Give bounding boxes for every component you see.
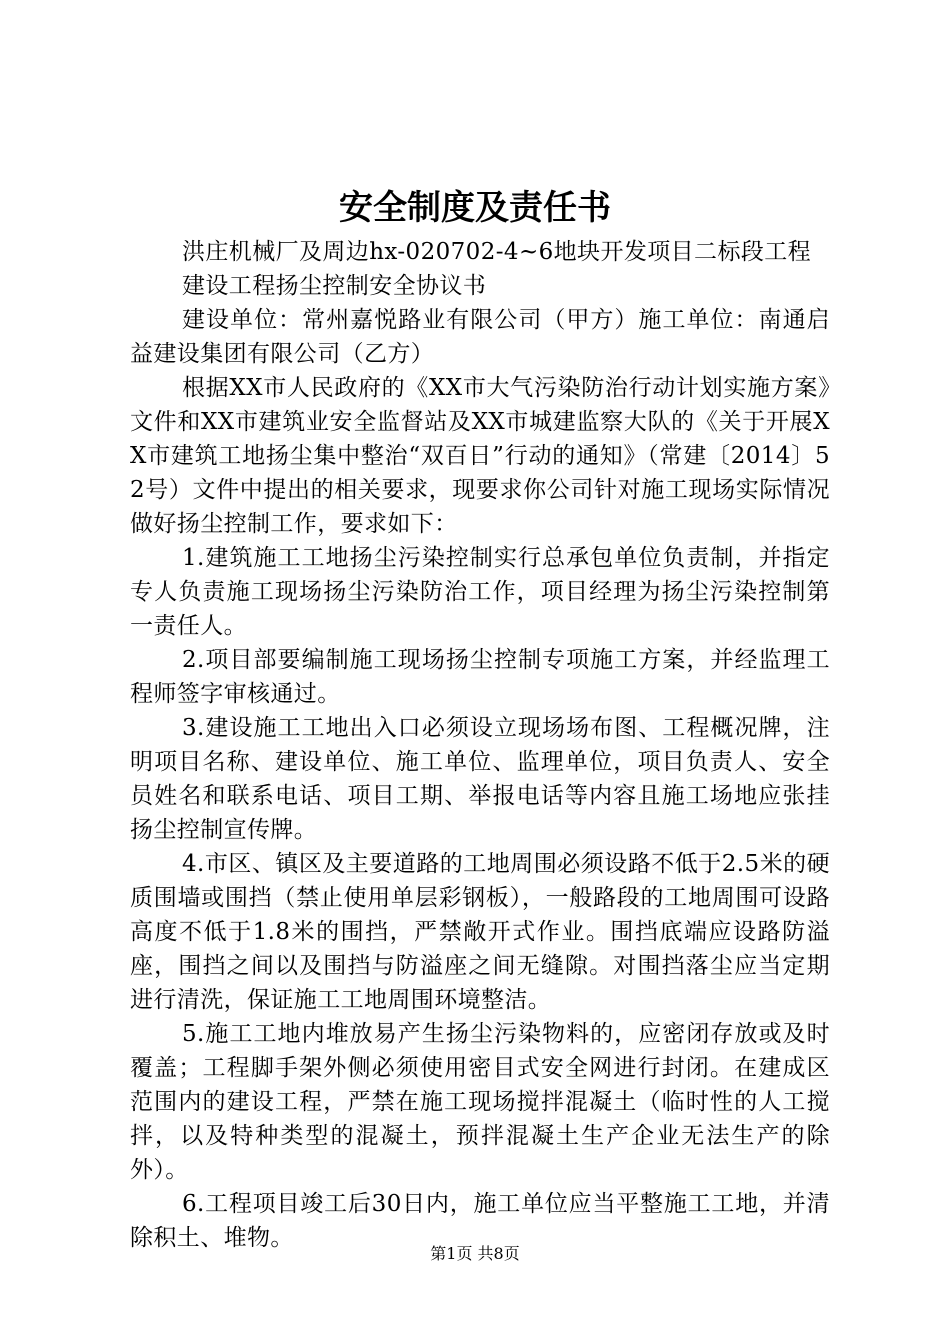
- document-body: [130, 235, 830, 1255]
- paragraph-preamble: 根据XX市人民政府的《XX市大气污染防治行动计划实施方案》文件和XX市建筑业安全监督站及XX市城建监察大队的《关于开展XX市建筑工地扬尘集中整治“双百日”行动的通知》（常建〔2014〕52号）文件中提出的相关要求，现要求你公司针对施工现场实际情况做好扬尘控制工作，要求如下：: [130, 375, 830, 537]
- paragraph-item-3: 3.建设施工工地出入口必须设立现场场布图、工程概况牌，注明项目名称、建设单位、施工单位、监理单位，项目负责人、安全员姓名和联系电话、项目工期、举报电话等内容且施工场地应张挂扬尘控制宣传牌。: [130, 715, 830, 843]
- paragraph-item-2: 2.项目部要编制施工现场扬尘控制专项施工方案，并经监理工程师签字审核通过。: [130, 647, 830, 707]
- paragraph-item-4: 4.市区、镇区及主要道路的工地周围必须设路不低于2.5米的硬质围墙或围挡（禁止使用单层彩钢板），一般路段的工地周围可设路高度不低于1.8米的围挡，严禁敞开式作业。围挡底端应设路防溢座，围挡之间以及围挡与防溢座之间无缝隙。对围挡落尘应当定期进行清洗，保证施工工地周围环境整洁。: [130, 851, 830, 1013]
- paragraph-parties: 建设单位：常州嘉悦路业有限公司（甲方）施工单位：南通启益建设集团有限公司（乙方）: [130, 307, 830, 367]
- paragraph-item-6: 6.工程项目竣工后30日内，施工单位应当平整施工工地，并清除积土、堆物。: [130, 1191, 830, 1251]
- paragraph-item-1: 1.建筑施工工地扬尘污染控制实行总承包单位负责制，并指定专人负责施工现场扬尘污染防治工作，项目经理为扬尘污染控制第一责任人。: [130, 545, 830, 639]
- paragraph-item-5: 5.施工工地内堆放易产生扬尘污染物料的，应密闭存放或及时覆盖；工程脚手架外侧必须使用密目式安全网进行封闭。在建成区范围内的建设工程，严禁在施工现场搅拌混凝土（临时性的人工搅拌，以及特种类型的混凝土，预拌混凝土生产企业无法生产的除外）。: [130, 1021, 830, 1183]
- paragraph-project-name: 洪庄机械厂及周边hx-020702-4~6地块开发项目二标段工程: [182, 239, 812, 265]
- document-title: 安全制度及责任书: [339, 188, 611, 228]
- page-number-footer: 第1页 共8页: [430, 1244, 520, 1263]
- paragraph-agreement-title: 建设工程扬尘控制安全协议书: [182, 273, 487, 299]
